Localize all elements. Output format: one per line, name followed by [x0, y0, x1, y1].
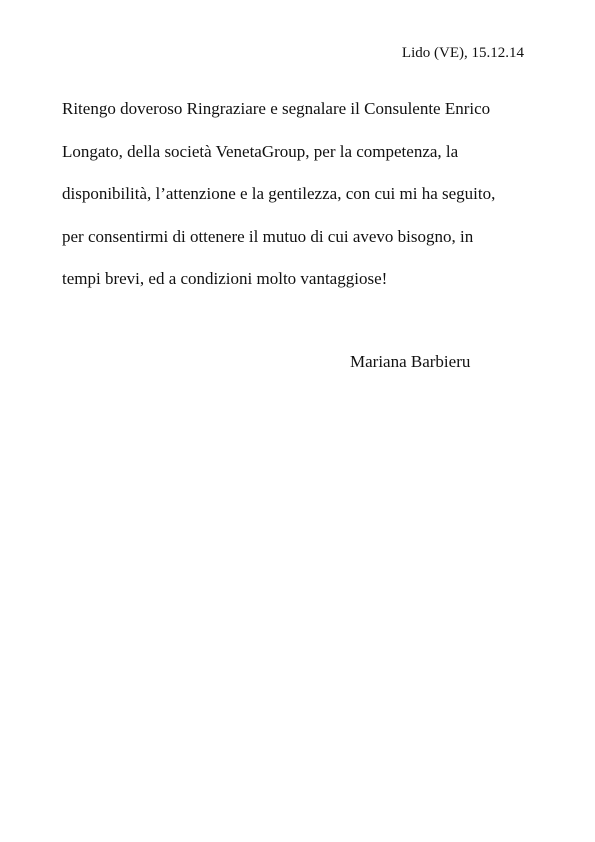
body-line: Longato, della società VenetaGroup, per la competenza, la	[62, 141, 459, 161]
place-date: Lido (VE), 15.12.14	[401, 45, 524, 61]
body-line: Ritengo doveroso Ringraziare e segnalare il Consulente Enrico	[62, 99, 491, 118]
letter-body	[62, 99, 542, 312]
body-line: tempi brevi, ed a condizioni molto vantaggiose!	[62, 269, 388, 288]
signature-name: Mariana Barbieru	[350, 352, 471, 371]
body-line: per consentirmi di ottenere il mutuo di cui avevo bisogno, in	[62, 226, 474, 246]
body-line: disponibilità, l’attenzione e la gentilezza, con cui mi ha seguito,	[62, 184, 496, 203]
